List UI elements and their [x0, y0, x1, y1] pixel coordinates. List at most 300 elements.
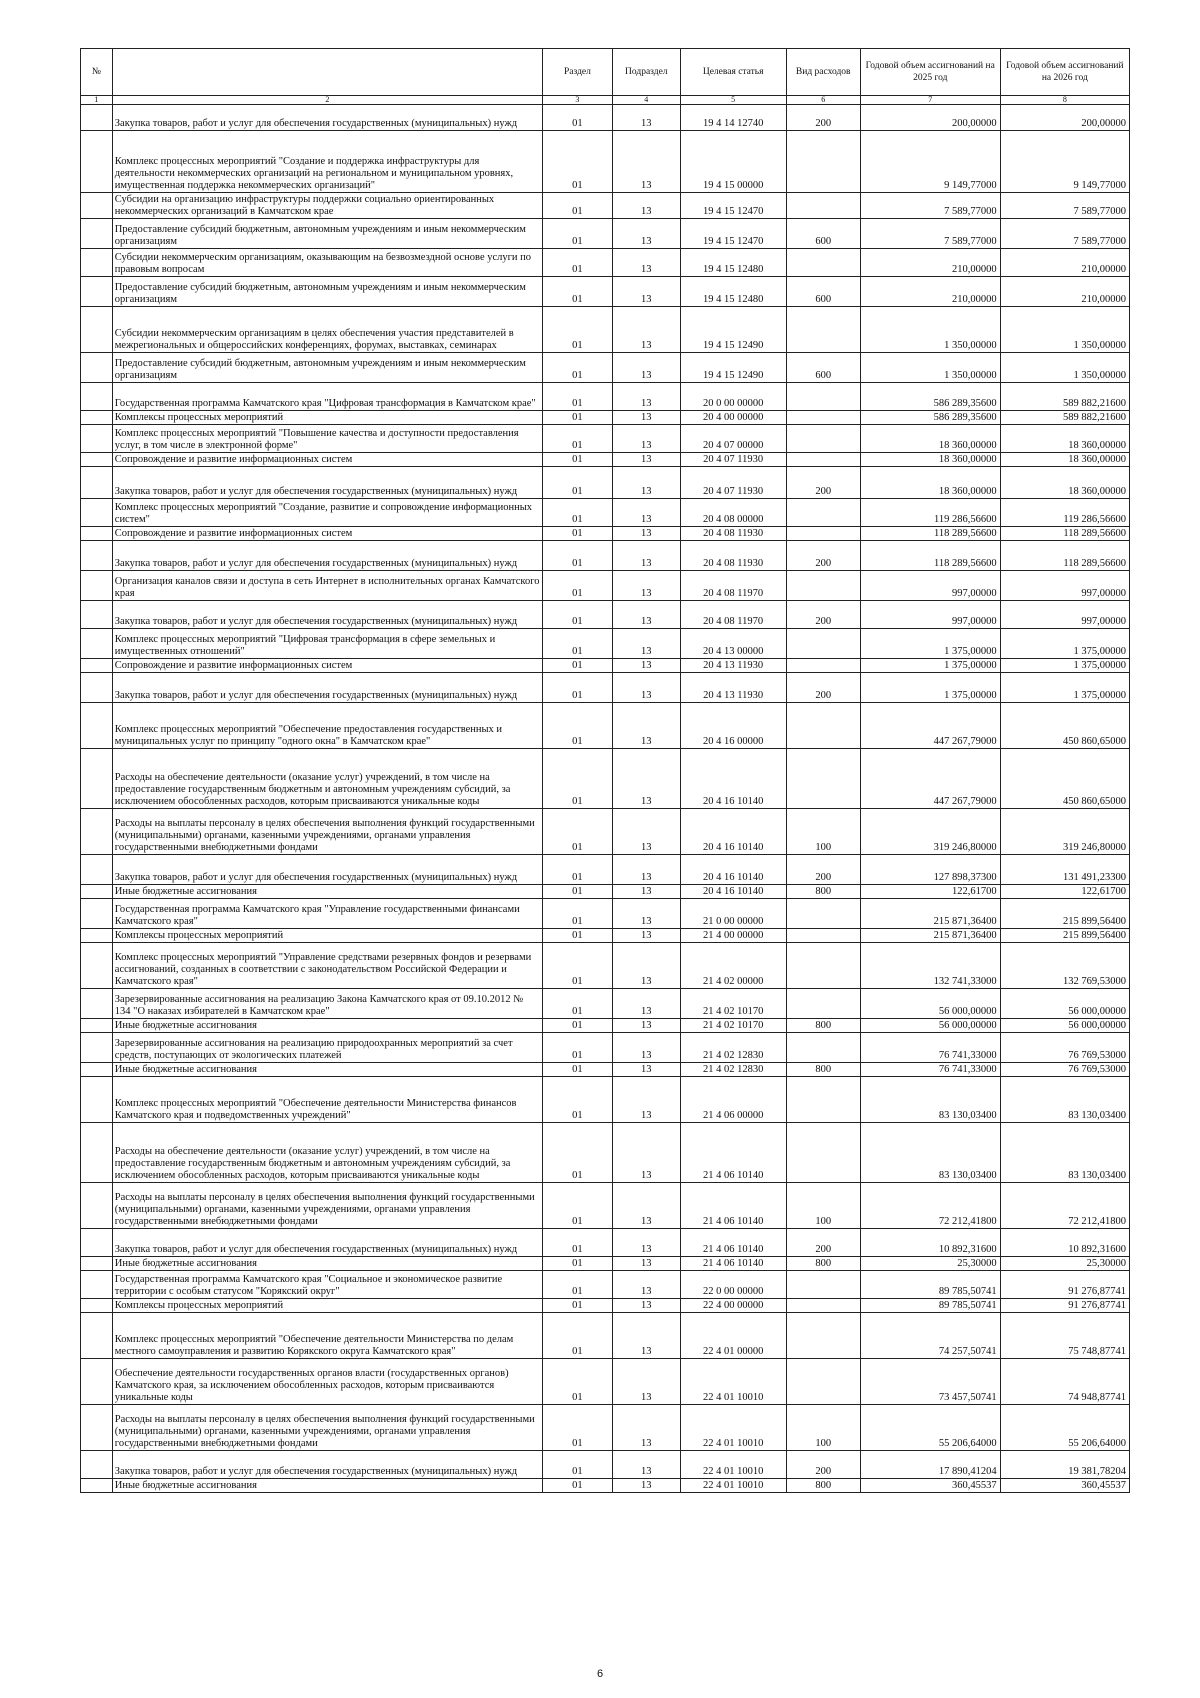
row-subsection: 13 [612, 1019, 680, 1033]
row-subsection: 13 [612, 277, 680, 307]
row-number [81, 499, 113, 527]
row-target: 21 4 02 00000 [680, 943, 786, 989]
row-section: 01 [542, 425, 612, 453]
row-expense-type [786, 1123, 860, 1183]
table-row [81, 601, 1130, 629]
row-target: 20 4 16 00000 [680, 703, 786, 749]
row-section: 01 [542, 1359, 612, 1405]
row-amount-2026: 18 360,00000 [1000, 425, 1129, 453]
row-number [81, 353, 113, 383]
row-subsection: 13 [612, 659, 680, 673]
row-amount-2025: 997,00000 [860, 571, 1000, 601]
row-section: 01 [542, 383, 612, 411]
row-name: Закупка товаров, работ и услуг для обеспечения государственных (муниципальных) нужд [112, 601, 542, 629]
row-amount-2026: 75 748,87741 [1000, 1313, 1129, 1359]
row-target: 22 4 01 10010 [680, 1479, 786, 1493]
column-index: 7 [860, 96, 1000, 105]
column-index: 6 [786, 96, 860, 105]
row-name: Расходы на обеспечение деятельности (оказание услуг) учреждений, в том числе на предоставление государственным бюджетным и автономным учреждениям субсидий, за исключением обособленных расходов, которым присваиваются уникальные коды [112, 749, 542, 809]
table-row [81, 673, 1130, 703]
row-number [81, 1123, 113, 1183]
row-subsection: 13 [612, 353, 680, 383]
row-amount-2026: 9 149,77000 [1000, 131, 1129, 193]
row-expense-type: 200 [786, 541, 860, 571]
row-expense-type: 100 [786, 1405, 860, 1451]
row-target: 21 0 00 00000 [680, 899, 786, 929]
row-number [81, 193, 113, 219]
row-target: 21 4 06 10140 [680, 1183, 786, 1229]
row-expense-type [786, 411, 860, 425]
table-row [81, 1405, 1130, 1451]
row-subsection: 13 [612, 249, 680, 277]
row-number [81, 703, 113, 749]
row-amount-2025: 1 375,00000 [860, 673, 1000, 703]
table-row [81, 989, 1130, 1019]
table-row [81, 249, 1130, 277]
table-row [81, 629, 1130, 659]
row-name: Иные бюджетные ассигнования [112, 1257, 542, 1271]
table-row [81, 1033, 1130, 1063]
row-number [81, 425, 113, 453]
row-expense-type: 800 [786, 1019, 860, 1033]
column-index: 3 [542, 96, 612, 105]
row-number [81, 249, 113, 277]
row-subsection: 13 [612, 1077, 680, 1123]
row-section: 01 [542, 527, 612, 541]
table-row [81, 1271, 1130, 1299]
row-section: 01 [542, 885, 612, 899]
row-amount-2026: 74 948,87741 [1000, 1359, 1129, 1405]
row-expense-type: 100 [786, 1183, 860, 1229]
row-section: 01 [542, 1299, 612, 1313]
row-name: Комплекс процессных мероприятий "Создание и поддержка инфраструктуры для деятельности некоммерческих организаций на региональном и муниципальном уровнях, имущественная поддержка некоммерческих организаций" [112, 131, 542, 193]
row-amount-2025: 319 246,80000 [860, 809, 1000, 855]
row-number [81, 571, 113, 601]
page-number: 6 [596, 1668, 604, 1680]
row-amount-2025: 118 289,56600 [860, 541, 1000, 571]
row-number [81, 673, 113, 703]
row-amount-2025: 1 350,00000 [860, 353, 1000, 383]
row-name: Зарезервированные ассигнования на реализацию Закона Камчатского края от 09.10.2012 № 134 "О наказах избирателей в Камчатском крае" [112, 989, 542, 1019]
row-number [81, 989, 113, 1019]
row-number [81, 1479, 113, 1493]
table-row [81, 353, 1130, 383]
row-subsection: 13 [612, 1451, 680, 1479]
row-amount-2025: 360,45537 [860, 1479, 1000, 1493]
row-subsection: 13 [612, 453, 680, 467]
row-section: 01 [542, 193, 612, 219]
row-name: Комплекс процессных мероприятий "Повышение качества и доступности предоставления услуг, в том числе в электронной форме" [112, 425, 542, 453]
row-subsection: 13 [612, 571, 680, 601]
row-expense-type: 200 [786, 673, 860, 703]
row-amount-2026: 200,00000 [1000, 105, 1129, 131]
row-target: 21 4 00 00000 [680, 929, 786, 943]
row-target: 20 4 16 10140 [680, 885, 786, 899]
row-section: 01 [542, 1033, 612, 1063]
row-expense-type: 200 [786, 105, 860, 131]
row-name: Иные бюджетные ассигнования [112, 885, 542, 899]
row-target: 20 4 08 11930 [680, 541, 786, 571]
row-subsection: 13 [612, 989, 680, 1019]
row-amount-2025: 122,61700 [860, 885, 1000, 899]
row-amount-2026: 7 589,77000 [1000, 219, 1129, 249]
row-number [81, 1019, 113, 1033]
row-name: Комплексы процессных мероприятий [112, 411, 542, 425]
row-target: 21 4 02 12830 [680, 1033, 786, 1063]
row-target: 22 4 01 00000 [680, 1313, 786, 1359]
row-name: Сопровождение и развитие информационных систем [112, 453, 542, 467]
row-subsection: 13 [612, 1183, 680, 1229]
row-name: Предоставление субсидий бюджетным, автономным учреждениям и иным некоммерческим организациям [112, 277, 542, 307]
row-number [81, 1299, 113, 1313]
row-target: 20 4 07 11930 [680, 467, 786, 499]
row-target: 20 0 00 00000 [680, 383, 786, 411]
row-amount-2025: 586 289,35600 [860, 383, 1000, 411]
row-amount-2026: 589 882,21600 [1000, 411, 1129, 425]
row-section: 01 [542, 899, 612, 929]
row-target: 19 4 15 12490 [680, 307, 786, 353]
row-section: 01 [542, 1063, 612, 1077]
row-target: 20 4 16 10140 [680, 749, 786, 809]
table-row [81, 383, 1130, 411]
row-amount-2026: 72 212,41800 [1000, 1183, 1129, 1229]
row-number [81, 1359, 113, 1405]
row-amount-2026: 132 769,53000 [1000, 943, 1129, 989]
row-amount-2025: 83 130,03400 [860, 1077, 1000, 1123]
row-name: Государственная программа Камчатского края "Социальное и экономическое развитие территории с особым статусом "Корякский округ" [112, 1271, 542, 1299]
row-expense-type [786, 1033, 860, 1063]
row-amount-2026: 210,00000 [1000, 277, 1129, 307]
row-number [81, 943, 113, 989]
row-amount-2025: 18 360,00000 [860, 467, 1000, 499]
row-number [81, 885, 113, 899]
row-section: 01 [542, 929, 612, 943]
table-row [81, 105, 1130, 131]
row-subsection: 13 [612, 499, 680, 527]
row-name: Организация каналов связи и доступа в сеть Интернет в исполнительных органах Камчатского края [112, 571, 542, 601]
row-amount-2025: 17 890,41204 [860, 1451, 1000, 1479]
row-name: Расходы на обеспечение деятельности (оказание услуг) учреждений, в том числе на предоставление государственным бюджетным и автономным учреждениям субсидий, за исключением обособленных расходов, которым присваиваются уникальные коды [112, 1123, 542, 1183]
row-target: 21 4 06 10140 [680, 1257, 786, 1271]
row-amount-2026: 18 360,00000 [1000, 467, 1129, 499]
row-name: Комплекс процессных мероприятий "Обеспечение предоставления государственных и муниципальных услуг по принципу "одного окна" в Камчатском крае" [112, 703, 542, 749]
table-row [81, 425, 1130, 453]
row-name: Закупка товаров, работ и услуг для обеспечения государственных (муниципальных) нужд [112, 1229, 542, 1257]
row-expense-type [786, 453, 860, 467]
row-name: Комплекс процессных мероприятий "Управление средствами резервных фондов и резервами ассигнований, созданных в соответствии с законодательством Российской Федерации и Камчатского края" [112, 943, 542, 989]
row-subsection: 13 [612, 629, 680, 659]
table-row [81, 1019, 1130, 1033]
row-subsection: 13 [612, 1359, 680, 1405]
row-expense-type: 800 [786, 1063, 860, 1077]
row-number [81, 1271, 113, 1299]
row-amount-2025: 76 741,33000 [860, 1063, 1000, 1077]
table-row [81, 855, 1130, 885]
row-section: 01 [542, 1077, 612, 1123]
row-subsection: 13 [612, 411, 680, 425]
row-expense-type: 200 [786, 855, 860, 885]
row-subsection: 13 [612, 105, 680, 131]
row-number [81, 467, 113, 499]
header-row [81, 49, 1130, 96]
row-amount-2026: 360,45537 [1000, 1479, 1129, 1493]
row-amount-2025: 215 871,36400 [860, 929, 1000, 943]
row-expense-type [786, 425, 860, 453]
table-body [81, 105, 1130, 1493]
row-subsection: 13 [612, 527, 680, 541]
row-amount-2026: 56 000,00000 [1000, 989, 1129, 1019]
row-subsection: 13 [612, 467, 680, 499]
row-amount-2025: 997,00000 [860, 601, 1000, 629]
column-index: 4 [612, 96, 680, 105]
row-name: Субсидии некоммерческим организациям в целях обеспечения участия представителей в межрегиональных и общероссийских конференциях, форумах, выставках, семинарах [112, 307, 542, 353]
header-section: Раздел [542, 49, 612, 96]
row-amount-2025: 200,00000 [860, 105, 1000, 131]
table-row [81, 131, 1130, 193]
row-subsection: 13 [612, 929, 680, 943]
row-amount-2026: 91 276,87741 [1000, 1271, 1129, 1299]
row-section: 01 [542, 1183, 612, 1229]
row-name: Комплексы процессных мероприятий [112, 929, 542, 943]
table-row [81, 1229, 1130, 1257]
row-amount-2025: 9 149,77000 [860, 131, 1000, 193]
row-amount-2025: 72 212,41800 [860, 1183, 1000, 1229]
row-section: 01 [542, 1271, 612, 1299]
row-name: Закупка товаров, работ и услуг для обеспечения государственных (муниципальных) нужд [112, 855, 542, 885]
table-row [81, 899, 1130, 929]
row-expense-type [786, 749, 860, 809]
row-section: 01 [542, 629, 612, 659]
row-subsection: 13 [612, 899, 680, 929]
row-amount-2025: 7 589,77000 [860, 193, 1000, 219]
row-section: 01 [542, 1405, 612, 1451]
row-amount-2025: 56 000,00000 [860, 989, 1000, 1019]
row-section: 01 [542, 749, 612, 809]
row-section: 01 [542, 249, 612, 277]
row-name: Закупка товаров, работ и услуг для обеспечения государственных (муниципальных) нужд [112, 541, 542, 571]
row-target: 19 4 15 12480 [680, 277, 786, 307]
row-number [81, 1077, 113, 1123]
row-section: 01 [542, 541, 612, 571]
header-name [112, 49, 542, 96]
row-amount-2026: 83 130,03400 [1000, 1123, 1129, 1183]
row-target: 20 4 08 11930 [680, 527, 786, 541]
row-number [81, 307, 113, 353]
row-amount-2026: 122,61700 [1000, 885, 1129, 899]
row-name: Субсидии на организацию инфраструктуры поддержки социально ориентированных некоммерческих организаций в Камчатском крае [112, 193, 542, 219]
row-amount-2026: 589 882,21600 [1000, 383, 1129, 411]
row-amount-2025: 7 589,77000 [860, 219, 1000, 249]
row-target: 20 4 07 00000 [680, 425, 786, 453]
header-subsection: Подраздел [612, 49, 680, 96]
row-amount-2025: 89 785,50741 [860, 1299, 1000, 1313]
row-number [81, 383, 113, 411]
row-amount-2026: 997,00000 [1000, 571, 1129, 601]
row-target: 22 0 00 00000 [680, 1271, 786, 1299]
row-number [81, 659, 113, 673]
row-name: Закупка товаров, работ и услуг для обеспечения государственных (муниципальных) нужд [112, 105, 542, 131]
table-row [81, 1183, 1130, 1229]
row-target: 20 4 00 00000 [680, 411, 786, 425]
row-expense-type: 200 [786, 1451, 860, 1479]
table-row [81, 277, 1130, 307]
row-amount-2026: 76 769,53000 [1000, 1063, 1129, 1077]
row-target: 22 4 00 00000 [680, 1299, 786, 1313]
table-row [81, 1063, 1130, 1077]
row-name: Сопровождение и развитие информационных систем [112, 659, 542, 673]
row-target: 20 4 07 11930 [680, 453, 786, 467]
row-amount-2025: 447 267,79000 [860, 749, 1000, 809]
row-target: 21 4 02 12830 [680, 1063, 786, 1077]
row-name: Комплекс процессных мероприятий "Обеспечение деятельности Министерства финансов Камчатского края и подведомственных учреждений" [112, 1077, 542, 1123]
column-index: 8 [1000, 96, 1129, 105]
row-name: Комплекс процессных мероприятий "Цифровая трансформация в сфере земельных и имущественных отношений" [112, 629, 542, 659]
row-subsection: 13 [612, 1033, 680, 1063]
row-section: 01 [542, 1479, 612, 1493]
row-section: 01 [542, 499, 612, 527]
row-amount-2025: 1 375,00000 [860, 629, 1000, 659]
row-amount-2025: 83 130,03400 [860, 1123, 1000, 1183]
header-year-2026: Годовой объем ассигнований на 2026 год [1000, 49, 1129, 96]
row-amount-2025: 18 360,00000 [860, 453, 1000, 467]
row-target: 19 4 15 12470 [680, 193, 786, 219]
row-subsection: 13 [612, 673, 680, 703]
row-number [81, 1451, 113, 1479]
row-amount-2026: 215 899,56400 [1000, 899, 1129, 929]
row-subsection: 13 [612, 1405, 680, 1451]
row-subsection: 13 [612, 855, 680, 885]
row-amount-2026: 7 589,77000 [1000, 193, 1129, 219]
row-subsection: 13 [612, 1479, 680, 1493]
row-expense-type [786, 929, 860, 943]
row-amount-2026: 91 276,87741 [1000, 1299, 1129, 1313]
row-name: Предоставление субсидий бюджетным, автономным учреждениям и иным некоммерческим организациям [112, 353, 542, 383]
row-target: 20 4 13 11930 [680, 673, 786, 703]
row-amount-2026: 25,30000 [1000, 1257, 1129, 1271]
row-name: Расходы на выплаты персоналу в целях обеспечения выполнения функций государственными (муниципальными) органами, казенными учреждениями, органами управления государственными внебюджетными фондами [112, 809, 542, 855]
row-target: 19 4 15 12470 [680, 219, 786, 249]
row-subsection: 13 [612, 943, 680, 989]
row-expense-type [786, 989, 860, 1019]
row-name: Закупка товаров, работ и услуг для обеспечения государственных (муниципальных) нужд [112, 1451, 542, 1479]
row-number [81, 601, 113, 629]
header-expense-type: Вид расходов [786, 49, 860, 96]
row-name: Государственная программа Камчатского края "Цифровая трансформация в Камчатском крае" [112, 383, 542, 411]
row-expense-type [786, 703, 860, 749]
row-section: 01 [542, 353, 612, 383]
row-subsection: 13 [612, 383, 680, 411]
row-amount-2026: 319 246,80000 [1000, 809, 1129, 855]
row-section: 01 [542, 943, 612, 989]
row-number [81, 277, 113, 307]
row-name: Закупка товаров, работ и услуг для обеспечения государственных (муниципальных) нужд [112, 467, 542, 499]
table-row [81, 1479, 1130, 1493]
row-number [81, 1063, 113, 1077]
row-number [81, 629, 113, 659]
header-target: Целевая статья [680, 49, 786, 96]
row-amount-2025: 55 206,64000 [860, 1405, 1000, 1451]
row-amount-2025: 1 350,00000 [860, 307, 1000, 353]
table-row [81, 307, 1130, 353]
table-row [81, 467, 1130, 499]
row-number [81, 1405, 113, 1451]
row-expense-type [786, 571, 860, 601]
row-target: 20 4 13 11930 [680, 659, 786, 673]
row-amount-2025: 56 000,00000 [860, 1019, 1000, 1033]
row-number [81, 749, 113, 809]
row-section: 01 [542, 1313, 612, 1359]
row-amount-2025: 210,00000 [860, 277, 1000, 307]
row-target: 20 4 08 11970 [680, 571, 786, 601]
row-amount-2026: 76 769,53000 [1000, 1033, 1129, 1063]
row-amount-2026: 1 350,00000 [1000, 353, 1129, 383]
row-subsection: 13 [612, 885, 680, 899]
table-row [81, 527, 1130, 541]
row-name: Комплексы процессных мероприятий [112, 1299, 542, 1313]
row-subsection: 13 [612, 1123, 680, 1183]
table-row [81, 1359, 1130, 1405]
table-row [81, 703, 1130, 749]
row-expense-type [786, 629, 860, 659]
row-section: 01 [542, 989, 612, 1019]
row-subsection: 13 [612, 1229, 680, 1257]
row-subsection: 13 [612, 1257, 680, 1271]
row-subsection: 13 [612, 131, 680, 193]
row-amount-2026: 450 860,65000 [1000, 749, 1129, 809]
row-amount-2025: 118 289,56600 [860, 527, 1000, 541]
row-expense-type: 200 [786, 601, 860, 629]
row-number [81, 131, 113, 193]
column-index-row [81, 96, 1130, 105]
row-expense-type [786, 131, 860, 193]
row-expense-type: 200 [786, 467, 860, 499]
row-section: 01 [542, 131, 612, 193]
row-amount-2026: 210,00000 [1000, 249, 1129, 277]
row-target: 22 4 01 10010 [680, 1405, 786, 1451]
header-num: № [81, 49, 113, 96]
row-amount-2025: 10 892,31600 [860, 1229, 1000, 1257]
row-amount-2026: 1 375,00000 [1000, 673, 1129, 703]
row-number [81, 541, 113, 571]
table-row [81, 1299, 1130, 1313]
row-name: Зарезервированные ассигнования на реализацию природоохранных мероприятий за счет средств, поступающих от экологических платежей [112, 1033, 542, 1063]
row-number [81, 929, 113, 943]
row-subsection: 13 [612, 425, 680, 453]
row-name: Сопровождение и развитие информационных систем [112, 527, 542, 541]
table-row [81, 193, 1130, 219]
row-name: Иные бюджетные ассигнования [112, 1019, 542, 1033]
row-amount-2025: 1 375,00000 [860, 659, 1000, 673]
row-number [81, 1257, 113, 1271]
row-number [81, 809, 113, 855]
row-subsection: 13 [612, 307, 680, 353]
row-subsection: 13 [612, 193, 680, 219]
row-section: 01 [542, 411, 612, 425]
column-index: 2 [112, 96, 542, 105]
row-section: 01 [542, 601, 612, 629]
row-expense-type [786, 899, 860, 929]
row-amount-2025: 76 741,33000 [860, 1033, 1000, 1063]
row-amount-2025: 18 360,00000 [860, 425, 1000, 453]
row-expense-type: 200 [786, 1229, 860, 1257]
row-amount-2025: 119 286,56600 [860, 499, 1000, 527]
table-row [81, 809, 1130, 855]
row-number [81, 1229, 113, 1257]
table-row [81, 1313, 1130, 1359]
table-row [81, 1257, 1130, 1271]
row-section: 01 [542, 855, 612, 885]
row-expense-type: 600 [786, 277, 860, 307]
